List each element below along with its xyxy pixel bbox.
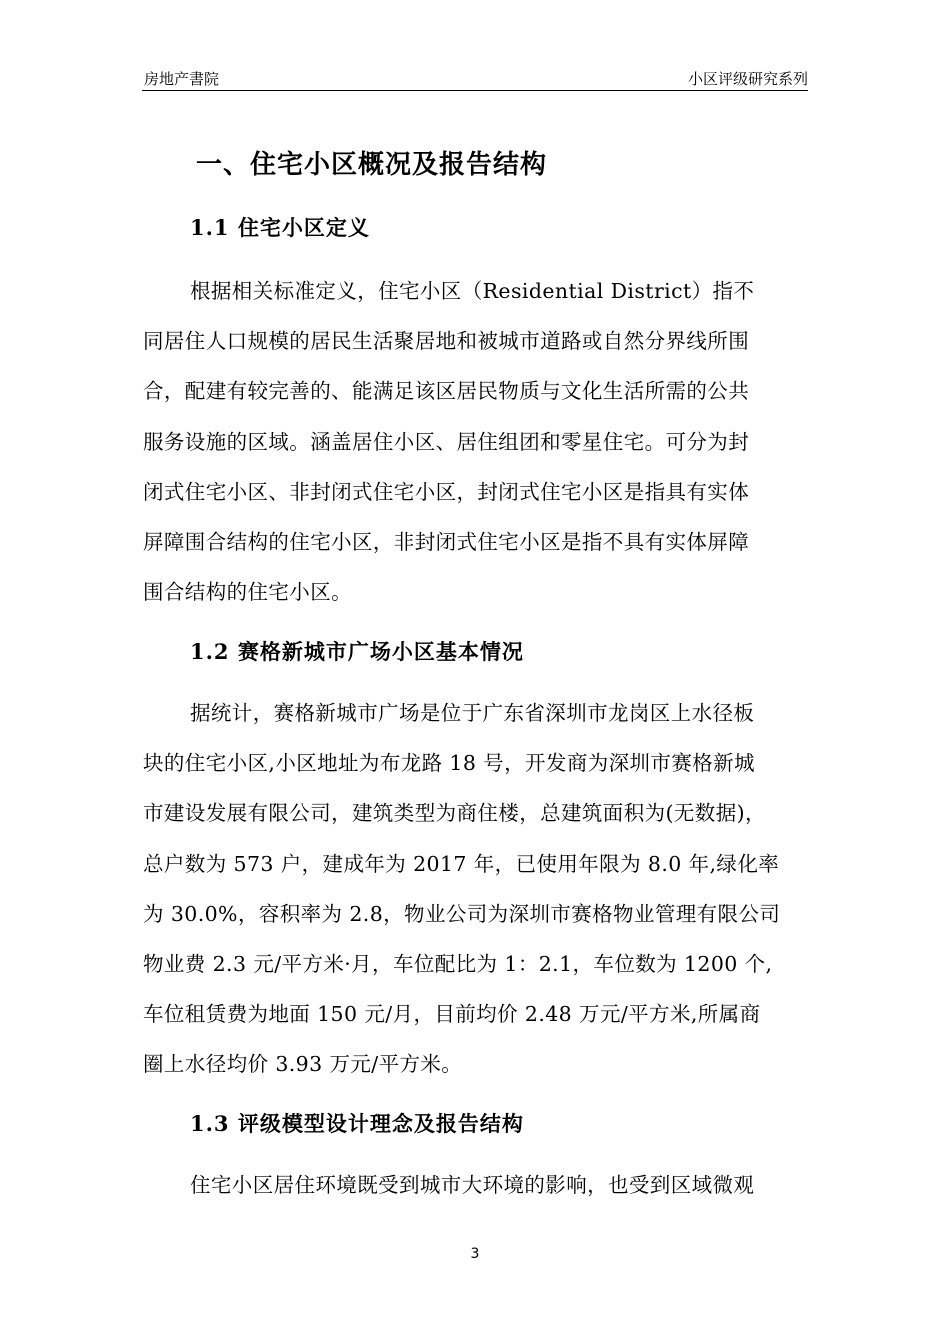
section-heading-1-3: 1.3 评级模型设计理念及报告结构 [190, 1111, 524, 1136]
section-1-3-paragraph [143, 1160, 823, 1210]
header-publisher: 房地产書院 [144, 70, 220, 88]
paragraph-line: 物业费 2.3 元/平方米·月，车位配比为 1：2.1，车位数为 1200 个, [143, 952, 773, 977]
paragraph-line: 据统计，赛格新城市广场是位于广东省深圳市龙岗区上水径板 [190, 701, 755, 725]
section-1-1-paragraph [143, 266, 823, 617]
page-number: 3 [470, 1246, 480, 1262]
paragraph-line: 闭式住宅小区、非封闭式住宅小区，封闭式住宅小区是指具有实体 [143, 479, 750, 504]
paragraph-line: 车位租赁费为地面 150 元/月，目前均价 2.48 万元/平方米,所属商 [143, 1002, 761, 1027]
paragraph-line: 根据相关标准定义，住宅小区（Residential District）指不 [190, 279, 755, 303]
paragraph-line: 合，配建有较完善的、能满足该区居民物质与文化生活所需的公共 [143, 379, 750, 404]
paragraph-line: 住宅小区居住环境既受到城市大环境的影响，也受到区域微观 [190, 1173, 755, 1197]
section-1-2-paragraph [143, 688, 823, 1090]
paragraph-line: 为 30.0%，容积率为 2.8，物业公司为深圳市赛格物业管理有限公司 [143, 901, 781, 926]
section-heading-1-2: 1.2 赛格新城市广场小区基本情况 [190, 639, 524, 664]
header-series: 小区评级研究系列 [687, 70, 808, 88]
paragraph-line: 圈上水径均价 3.93 万元/平方米。 [143, 1052, 463, 1077]
paragraph-line: 市建设发展有限公司，建筑类型为商住楼，总建筑面积为(无数据)， [143, 801, 766, 826]
chapter-title: 一、住宅小区概况及报告结构 [196, 150, 548, 180]
paragraph-line: 屏障围合结构的住宅小区，非封闭式住宅小区是指不具有实体屏障 [143, 530, 750, 555]
paragraph-line: 块的住宅小区,小区地址为布龙路 18 号，开发商为深圳市赛格新城 [143, 751, 755, 776]
paragraph-line: 同居住人口规模的居民生活聚居地和被城市道路或自然分界线所围 [143, 329, 750, 354]
paragraph-line: 围合结构的住宅小区。 [143, 580, 352, 605]
page-header [142, 66, 808, 91]
paragraph-line: 总户数为 573 户，建成年为 2017 年，已使用年限为 8.0 年,绿化率 [143, 851, 780, 876]
paragraph-line: 服务设施的区域。涵盖居住小区、居住组团和零星住宅。可分为封 [143, 429, 750, 454]
section-heading-1-1: 1.1 住宅小区定义 [190, 215, 370, 240]
